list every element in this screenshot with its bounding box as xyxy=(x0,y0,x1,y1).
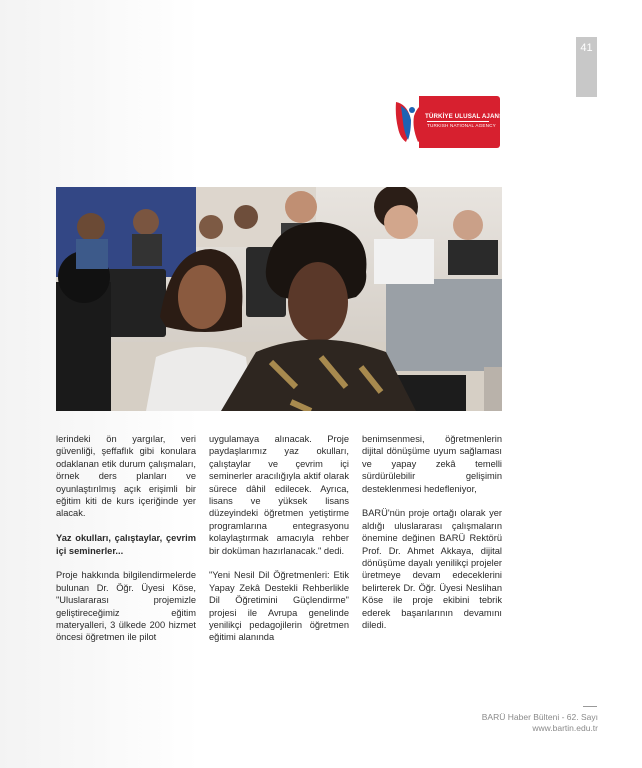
text-column-3 xyxy=(362,433,502,644)
footer-publication: BARÜ Haber Bülteni - 62. Sayı xyxy=(481,712,598,722)
section-heading: Yaz okulları, çalıştaylar, çevrim içi seminerler... xyxy=(56,533,196,556)
classroom-photo-illustration xyxy=(56,187,502,411)
text-column-1 xyxy=(56,433,196,656)
paragraph: Proje hakkında bilgilendirmelerde bulunan Dr. Öğr. Üyesi Köse, "Uluslararası projemizle geliştireceğimiz eğitim materyalleri, 3 ülkede 200 hizmet öncesi öğretmen ile pilot xyxy=(56,570,196,643)
agency-logo-subtitle: TURKISH NATIONAL AGENCY xyxy=(427,123,496,128)
agency-logo-divider xyxy=(427,121,489,122)
footer-divider xyxy=(583,706,597,707)
paragraph: BARÜ'nün proje ortağı olarak yer aldığı uluslararası çalışmaların önemine değinen BARÜ Rektörü Prof. Dr. Ahmet Akkaya, dijital dönüşüme dayalı yenilikçi projeler üretmeye devam edeceklerini belirterek Dr. Öğr. Üyesi Neslihan Köse ile proje ekibini tebrik ederek başarılarının devamını diledi. xyxy=(362,508,502,631)
footer-website-link[interactable]: www.bartin.edu.tr xyxy=(532,723,598,733)
turkish-national-agency-logo xyxy=(392,96,506,148)
page-number: 41 xyxy=(576,37,597,97)
classroom-photo xyxy=(56,187,502,411)
agency-logo-title: TÜRKİYE ULUSAL AJANSI xyxy=(425,113,506,120)
paragraph: lerindeki ön yargılar, veri güvenliği, şeffaflık gibi konulara odaklanan etik durum çalışmaları, örnek ders planları ve oyunlaştırılmış açık erişimli bir eğitim kiti de kurs içeriğinde yer alacak. xyxy=(56,434,196,519)
paragraph: benimsenmesi, öğretmenlerin dijital dönüşüme uyum sağlaması ve yapay zekâ temelli sürdürülebilir gelişimin desteklenmesi hedefleniyor, xyxy=(362,434,502,494)
paragraph: "Yeni Nesil Dil Öğretmenleri: Etik Yapay Zekâ Destekli Rehberlikle Dil Öğretimini Güçlendirme" projesi ile Avrupa genelinde yenilikçi pedagojilerin öğretmen eğitimi alanında xyxy=(209,570,349,643)
paragraph: uygulamaya alınacak. Proje paydaşlarımız yaz okulları, çalıştaylar ve çevrim içi seminerler aracılığıyla aktif olarak sürece dâhil edilecek. Ayrıca, lisans ve yüksek lisans düzeyindeki öğretmen yetiştirme programlarına entegrasyonu kolaylaştırmak amacıyla rehber bir doküman hazırlanacak." dedi. xyxy=(209,434,349,556)
agency-logo-banner xyxy=(419,96,500,148)
text-column-2 xyxy=(209,433,349,656)
